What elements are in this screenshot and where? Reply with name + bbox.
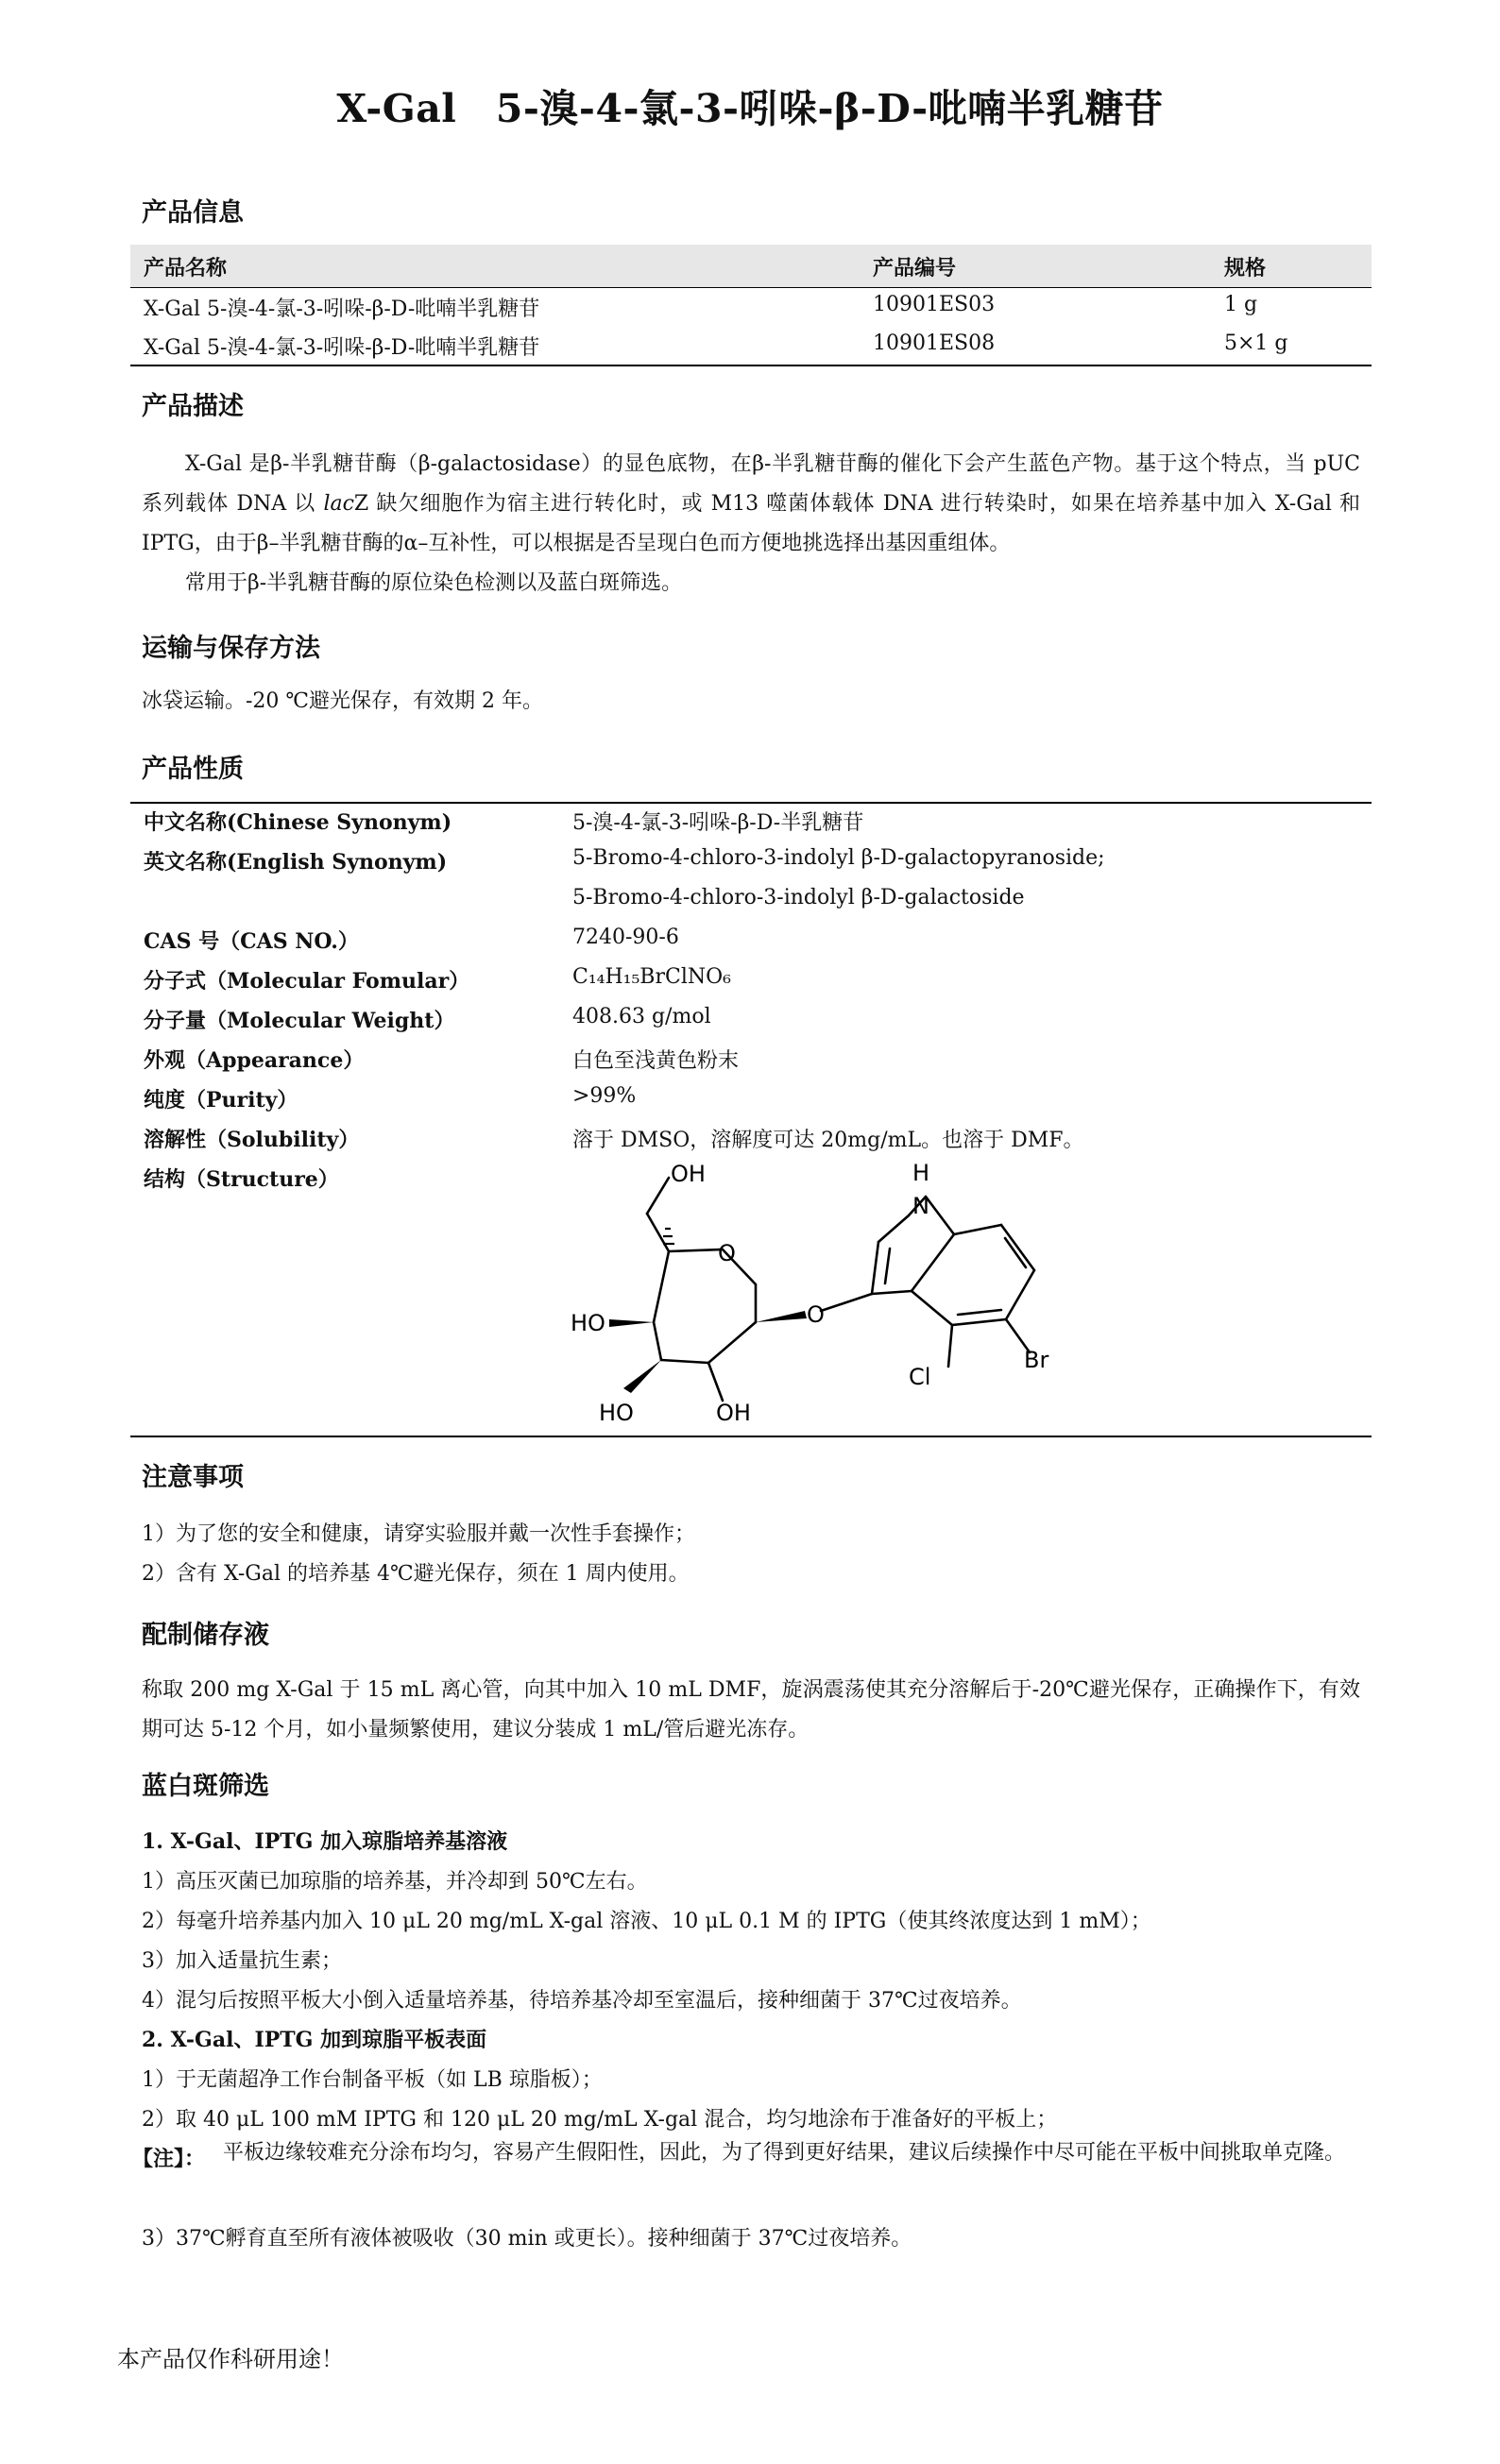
heading-properties: 产品性质 [142,755,244,784]
prop-value: 5-Bromo-4-chloro-3-indolyl β-D-galactoside [572,886,1025,909]
heading-transport: 运输与保存方法 [142,634,320,663]
prop-value: C₁₄H₁₅BrClNO₆ [572,965,731,989]
struct-label: O [807,1301,825,1328]
screening-step: 1）高压灭菌已加琼脂的培养基，并冷却到 50℃左右。 [142,1870,648,1894]
transport-text: 冰袋运输。-20 ℃避光保存，有效期 2 年。 [142,689,544,713]
col-header-spec: 规格 [1224,256,1267,280]
chemical-structure [557,1157,1086,1431]
table-header-bg [130,245,1372,287]
table-cell: 5×1 g [1224,331,1288,355]
screening-step: 1）于无菌超净工作台制备平板（如 LB 琼脂板）； [142,2068,603,2092]
prop-label: 英文名称(English Synonym) [144,850,448,875]
col-header-code: 产品编号 [873,256,957,280]
prop-value: >99% [572,1084,637,1108]
prop-label: 溶解性（Solubility） [144,1128,360,1152]
screening-step: 2）每毫升培养基内加入 10 μL 20 mg/mL X-gal 溶液、10 μL 0.1 M 的 IPTG（使其终浓度达到 1 mM）； [142,1910,1151,1933]
screening-subheading-1: 1. X-Gal、IPTG 加入琼脂培养基溶液 [142,1829,508,1854]
struct-label: N [912,1193,929,1219]
screening-step: 2）取 40 μL 100 mM IPTG 和 120 μL 20 mg/mL X-gal 混合，均匀地涂布于准备好的平板上； [142,2108,1058,2132]
struct-label: H [912,1160,930,1186]
description-paragraph-2: 常用于β-半乳糖苷酶的原位染色检测以及蓝白斑筛选。 [185,571,683,595]
description-text-a: X-Gal 是β-半乳糖苷酶（β-galactosidase）的显色底物，在β-半乳糖苷酶的催化下会产生蓝色产物。基于这个特点，当 pUC 系列载体 DNA 以 [142,452,1360,516]
description-text-b: Z 缺欠细胞作为宿主进行转化时，或 M13 噬菌体载体 DNA 进行转染时，如果在培养基中加入 X-Gal 和 IPTG，由于β–半乳糖苷酶的α–互补性，可以根据是否呈现白色而方便地挑选择出基因重组体。 [142,492,1361,555]
description-paragraph [142,445,1360,564]
prop-label: CAS 号（CAS NO.） [144,929,359,954]
heading-notes: 注意事项 [142,1463,244,1492]
table-cell: 1 g [1224,293,1258,316]
page-title: X-Gal 5-溴-4-氯-3-吲哚-β-D-吡喃半乳糖苷 [336,86,1164,131]
prop-value: 408.63 g/mol [572,1005,711,1028]
screening-step: 4）混匀后按照平板大小倒入适量培养基，待培养基冷却至室温后，接种细菌于 37℃过夜培养。 [142,1989,1022,2013]
description-italic-lac: lac [323,492,354,516]
heading-product-info: 产品信息 [142,198,244,228]
prop-label: 分子量（Molecular Weight） [144,1009,455,1033]
heading-screening: 蓝白斑筛选 [142,1772,269,1801]
table-cell: 10901ES08 [873,331,996,355]
struct-label: HO [571,1310,605,1336]
struct-label: Br [1024,1347,1049,1373]
prop-label: 分子式（Molecular Fomular） [144,969,470,994]
prop-value: 5-溴-4-氯-3-吲哚-β-D-半乳糖苷 [572,811,864,835]
prop-label: 纯度（Purity） [144,1088,298,1113]
note-item: 1）为了您的安全和健康，请穿实验服并戴一次性手套操作； [142,1522,695,1546]
properties-bottom-rule [130,1436,1372,1437]
table-cell: 10901ES03 [873,293,996,316]
struct-label: O [718,1240,736,1266]
screening-note-label: 【注】： [132,2147,206,2171]
table-header-rule [130,287,1372,288]
screening-step: 3）37℃孵育直至所有液体被吸收（30 min 或更长）。接种细菌于 37℃过夜培养。 [142,2227,912,2251]
properties-top-rule [130,802,1372,804]
screening-subheading-2: 2. X-Gal、IPTG 加到琼脂平板表面 [142,2028,487,2052]
prop-label: 外观（Appearance） [144,1048,365,1073]
screening-step: 3）加入适量抗生素； [142,1949,342,1973]
heading-description: 产品描述 [142,392,244,421]
prop-value: 溶于 DMSO，溶解度可达 20mg/mL。也溶于 DMF。 [572,1129,1084,1152]
struct-label: OH [671,1161,706,1187]
struct-label: Cl [909,1364,931,1390]
stock-text: 称取 200 mg X-Gal 于 15 mL 离心管，向其中加入 10 mL DMF，旋涡震荡使其充分溶解后于-20℃避光保存，正确操作下，有效期可达 5-12 个月，如小量频繁使用，建议分装成 1 mL/管后避光冻存。 [142,1678,1360,1742]
footer-disclaimer: 本产品仅作科研用途！ [117,2346,344,2372]
prop-value: 白色至浅黄色粉末 [572,1049,740,1073]
heading-stock: 配制储存液 [142,1621,269,1650]
table-cell: X-Gal 5-溴-4-氯-3-吲哚-β-D-吡喃半乳糖苷 [144,336,540,360]
col-header-name: 产品名称 [144,256,228,280]
prop-label: 中文名称(Chinese Synonym) [144,810,452,835]
prop-value: 5-Bromo-4-chloro-3-indolyl β-D-galactopyranoside; [572,846,1105,870]
prop-value: 7240-90-6 [572,926,679,949]
table-bottom-rule [130,365,1372,366]
screening-note-text: 平板边缘较难充分涂布均匀，容易产生假阳性，因此，为了得到更好结果，建议后续操作中尽可能在平板中间挑取单克隆。 [223,2141,1346,2165]
table-cell: X-Gal 5-溴-4-氯-3-吲哚-β-D-吡喃半乳糖苷 [144,297,540,321]
struct-label: OH [716,1400,751,1426]
note-item: 2）含有 X-Gal 的培养基 4℃避光保存，须在 1 周内使用。 [142,1562,690,1586]
prop-label: 结构（Structure） [144,1167,339,1192]
struct-label: HO [599,1400,634,1426]
